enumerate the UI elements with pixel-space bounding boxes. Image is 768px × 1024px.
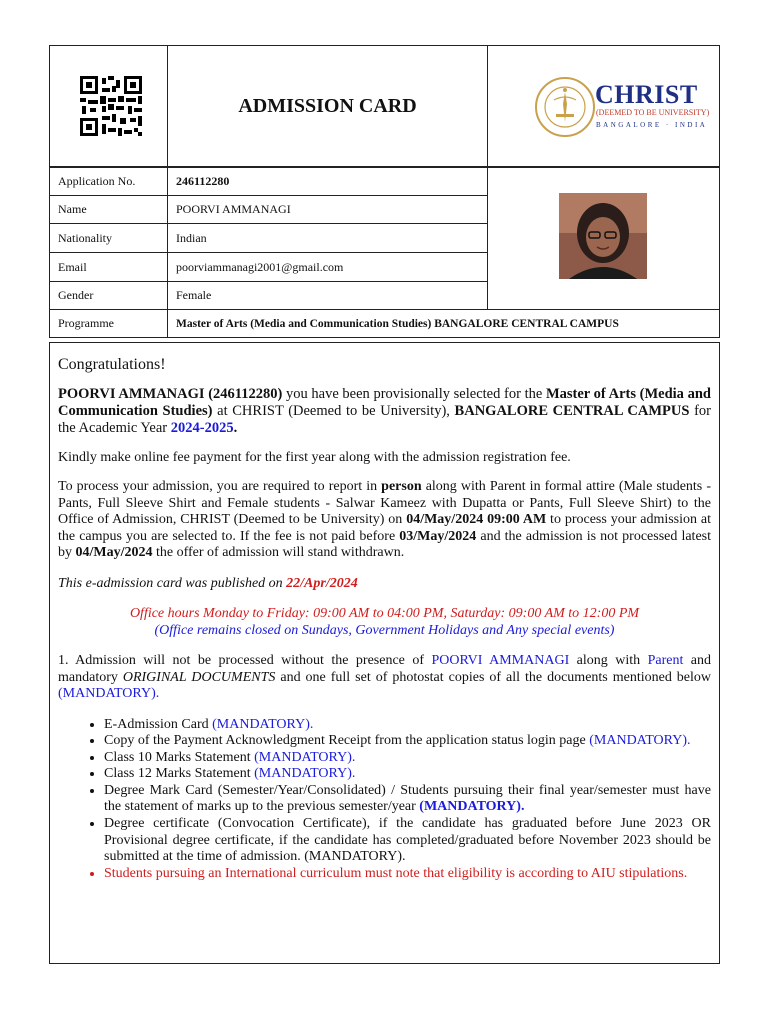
- text: at CHRIST (Deemed to be University),: [212, 402, 455, 419]
- text: you have been provisionally selected for the: [282, 385, 546, 402]
- qr-code-icon: [80, 76, 142, 136]
- candidate-name: POORVI AMMANAGI: [431, 653, 570, 668]
- campus-name: BANGALORE CENTRAL CAMPUS: [454, 402, 690, 419]
- documents-paragraph: [58, 653, 711, 703]
- report-date: 04/May/2024 09:00 AM: [406, 512, 547, 527]
- published-line: [58, 576, 711, 593]
- mandatory-tag: (MANDATORY).: [212, 716, 314, 732]
- parent-word: Parent: [647, 653, 684, 668]
- fee-deadline: 03/May/2024: [399, 528, 477, 544]
- text: To process your admission, you are required to report in: [58, 479, 382, 494]
- admission-letter: [49, 342, 720, 964]
- university-subtitle: (DEEMED TO BE UNIVERSITY): [596, 108, 710, 117]
- mandatory-tag: (MANDATORY).: [254, 766, 356, 782]
- list-item: [104, 783, 711, 816]
- value-programme: Master of Arts (Media and Communication Studies) BANGALORE CENTRAL CAMPUS: [167, 309, 720, 338]
- text: along with: [569, 653, 648, 668]
- text: 1. Admission will not be processed without the presence of: [58, 653, 432, 668]
- text: the offer of admission will stand withdrawn.: [152, 545, 405, 560]
- text: Degree Mark Card (Semester/Year/Consolidated) / Students pursuing their final year/semester must have the statement of marks up to the previous semester/year: [104, 782, 711, 815]
- mandatory-tag: (MANDATORY).: [419, 799, 525, 815]
- label-application-no: Application No.: [49, 167, 168, 196]
- text: and the admission is not processed latest by: [58, 528, 711, 560]
- label-nationality: Nationality: [49, 223, 168, 253]
- fee-paragraph: Kindly make online fee payment for the first year along with the admission registration fee.: [58, 449, 571, 465]
- page-title: ADMISSION CARD: [238, 94, 417, 117]
- person-word: person: [381, 479, 422, 494]
- text: to process your admission at the campus you are selected to. If the fee is not paid before: [58, 512, 711, 544]
- last-date: 04/May/2024: [75, 545, 153, 560]
- original-documents: ORIGINAL DOCUMENTS: [122, 669, 276, 685]
- office-closed-note: (Office remains closed on Sundays, Government Holidays and Any special events): [154, 622, 615, 638]
- candidate-photo: [559, 193, 647, 279]
- list-item: [104, 717, 711, 734]
- text: Students pursuing an International curriculum must note that eligibility is according to AIU stipulations.: [104, 865, 688, 881]
- mandatory-tag: (MANDATORY).: [589, 733, 691, 749]
- university-name: CHRIST: [595, 80, 698, 109]
- mandatory-tag: (MANDATORY).: [254, 749, 356, 765]
- selection-paragraph: [58, 386, 711, 437]
- list-item: [104, 766, 711, 783]
- text: Copy of the Payment Acknowledgment Receipt from the application status login page: [104, 733, 590, 749]
- photo-cell: [487, 167, 720, 310]
- mandatory-tag: (MANDATORY).: [58, 686, 160, 701]
- title-cell: [167, 45, 488, 167]
- text: and one full set of photostat copies of all the documents mentioned below: [275, 669, 712, 685]
- text: E-Admission Card: [104, 716, 213, 732]
- academic-year: 2024-2025: [170, 419, 234, 436]
- label-name: Name: [49, 195, 168, 224]
- text: .: [233, 419, 238, 436]
- label-gender: Gender: [49, 281, 168, 310]
- list-item-aiu-note: [104, 866, 711, 883]
- value-application-no: 246112280: [167, 167, 488, 196]
- qr-cell: [49, 45, 168, 167]
- label-email: Email: [49, 252, 168, 282]
- text: along with Parent in formal attire (Male students - Pants, Full Sleeve Shirt and Female students - Salwar Kameez with Dupatta or Pants, Full Sleeve Shirt) to the Office of Admission, CHRIST (Deemed to be University) on: [58, 479, 711, 527]
- office-hours: Office hours Monday to Friday: 09:00 AM to 04:00 PM, Saturday: 09:00 AM to 12:00 PM: [129, 606, 640, 621]
- university-city: BANGALORE · INDIA: [596, 121, 708, 129]
- value-nationality: Indian: [167, 223, 488, 253]
- candidate-name-id: POORVI AMMANAGI (246112280): [58, 385, 283, 402]
- university-seal-icon: [534, 76, 596, 138]
- list-item: [104, 750, 711, 767]
- text: Class 10 Marks Statement: [104, 749, 255, 765]
- report-paragraph: [58, 479, 711, 562]
- text: Class 12 Marks Statement: [104, 766, 255, 782]
- logo-cell: [487, 45, 720, 167]
- published-date: 22/Apr/2024: [286, 575, 358, 591]
- text: Degree certificate (Convocation Certificate), if the candidate has graduated before June 2023 OR Provisional degree certificate, if the candidate has completed/graduated before November 2023 should be submitted at the time of admission. (MANDATORY).: [104, 816, 711, 865]
- value-gender: Female: [167, 281, 488, 310]
- list-item: [104, 816, 711, 866]
- greeting: Congratulations!: [58, 356, 166, 373]
- programme-name: Master of Arts (Media and Communication Studies): [58, 385, 711, 419]
- label-programme: Programme: [49, 309, 168, 338]
- value-name: POORVI AMMANAGI: [167, 195, 488, 224]
- text: and mandatory: [58, 653, 711, 685]
- documents-list: [58, 717, 711, 883]
- text: This e-admission card was published on: [58, 575, 287, 591]
- text: for the Academic Year: [58, 402, 711, 436]
- list-item: [104, 733, 711, 750]
- value-email: poorviammanagi2001@gmail.com: [167, 252, 488, 282]
